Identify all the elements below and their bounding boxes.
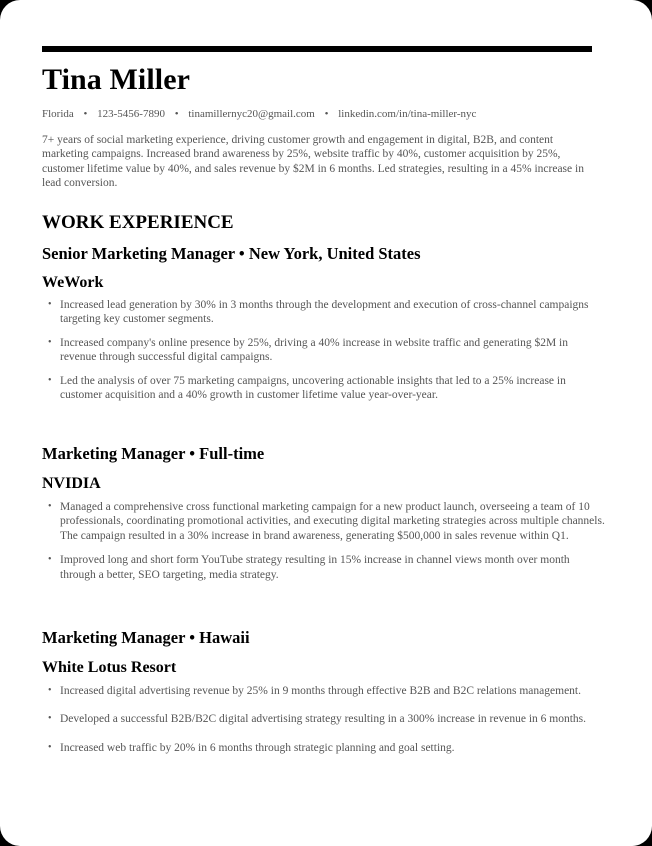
job-title-line: [42, 444, 607, 464]
company-name: NVIDIA: [42, 475, 101, 492]
contact-separator: •: [83, 108, 88, 120]
candidate-name: Tina Miller: [42, 63, 191, 96]
contact-separator: •: [174, 108, 179, 120]
job-role: Senior Marketing Manager: [42, 244, 235, 263]
company-name: White Lotus Resort: [42, 659, 177, 676]
professional-summary: 7+ years of social marketing experience, driving customer growth and engagement in digital, B2B, and content marketing campaigns. Increased brand awareness by 25%, website traffic by 40%, customer acquisition by 25%, customer lifetime value by 40%, and sales revenue by $2M in 6 months. Led strategies, resulting in a 45% increase in lead conversion.: [42, 134, 584, 189]
section-title-work-experience: WORK EXPERIENCE: [42, 212, 234, 233]
job-role: Marketing Manager: [42, 444, 186, 463]
contact-location: Florida: [42, 108, 74, 120]
header-rule: [42, 46, 592, 52]
bullet-item: • Led the analysis of over 75 marketing campaigns, uncovering actionable insights that led to a 25% increase in customer acquisition and a 40% growth in customer lifetime value year-over-year.: [42, 374, 607, 403]
job-title-separator: •: [185, 444, 200, 463]
contact-linkedin[interactable]: linkedin.com/in/tina-miller-nyc: [338, 108, 477, 120]
contact-email[interactable]: tinamillernyc20@gmail.com: [188, 108, 315, 120]
job-title-separator: •: [234, 244, 249, 263]
job-role: Marketing Manager: [42, 628, 186, 647]
job-detail: New York, United States: [248, 244, 421, 263]
job-title-line: [42, 628, 607, 648]
bullet-item: • Increased lead generation by 30% in 3 months through the development and execution of cross-channel campaigns targeting key customer segments.: [42, 298, 607, 327]
job-entry: [42, 444, 607, 582]
job-bullets: [42, 500, 607, 582]
job-title-separator: •: [185, 628, 200, 647]
contact-line: [42, 107, 476, 121]
job-detail: Full-time: [199, 444, 265, 463]
bullet-item: • Developed a successful B2B/B2C digital advertising strategy resulting in a 300% increase in revenue in 6 months.: [42, 712, 607, 726]
contact-separator: •: [324, 108, 329, 120]
job-title-line: [42, 244, 607, 264]
job-bullets: [42, 684, 607, 755]
job-bullets: [42, 298, 607, 402]
bullet-item: • Increased web traffic by 20% in 6 months through strategic planning and goal setting.: [42, 741, 607, 755]
contact-phone: 123-5456-7890: [97, 108, 165, 120]
job-detail: Hawaii: [199, 628, 250, 647]
bullet-item: • Increased digital advertising revenue by 25% in 9 months through effective B2B and B2C relations management.: [42, 684, 607, 698]
bullet-item: • Increased company's online presence by 25%, driving a 40% increase in website traffic and generating $2M in revenue through successful digital campaigns.: [42, 336, 607, 365]
company-name: WeWork: [42, 274, 104, 291]
job-entry: [42, 244, 607, 402]
bullet-item: • Improved long and short form YouTube strategy resulting in 15% increase in channel views month over month through a better, SEO targeting, media strategy.: [42, 553, 607, 582]
bullet-item: • Managed a comprehensive cross functional marketing campaign for a new product launch, overseeing a team of 10 professionals, coordinating promotional activities, and executing digital marketing strategies across multiple channels. The campaign resulted in a 30% increase in brand awareness, generating $500,000 in sales revenue within Q1.: [42, 500, 607, 543]
job-entry: [42, 628, 607, 755]
